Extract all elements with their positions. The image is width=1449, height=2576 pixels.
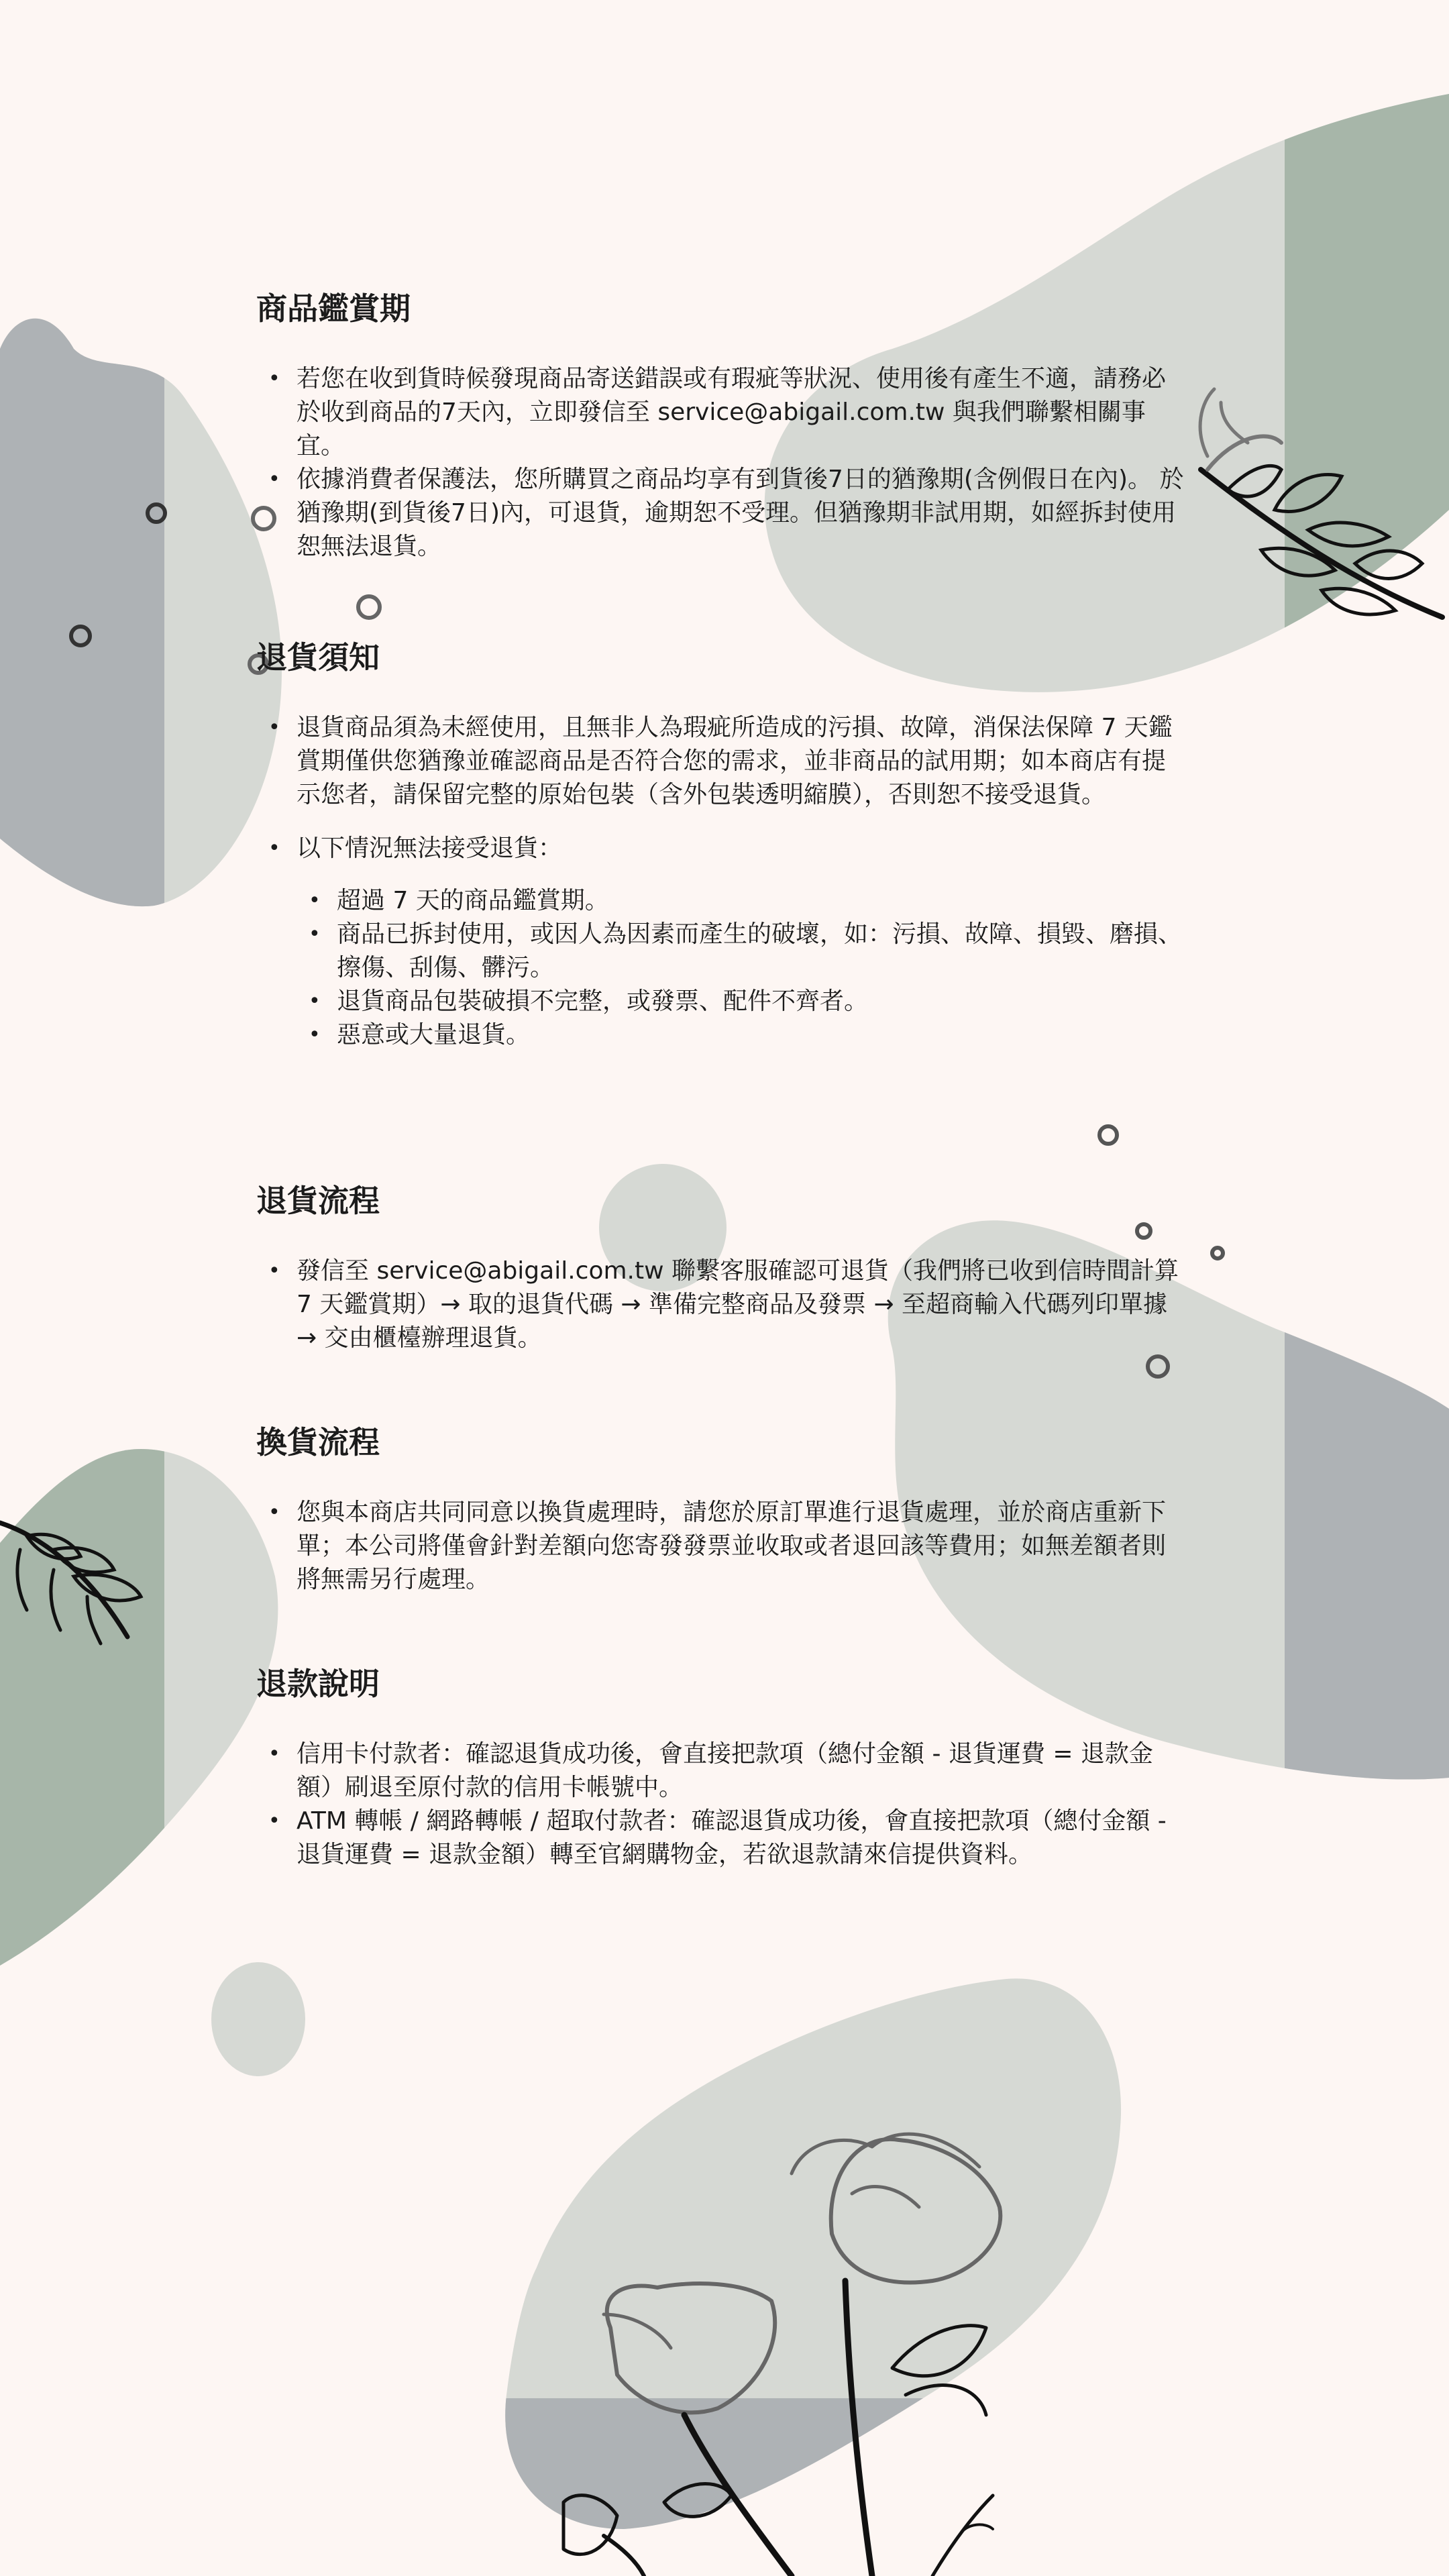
list-item: • 信用卡付款者：確認退貨成功後，會直接把款項（總付金額 - 退貨運費 = 退款金額）刷退至原付款的信用卡帳號中。: [256, 1737, 1189, 1805]
section-title-refund: 退款說明: [256, 1666, 380, 1702]
bottom-blob: [470, 1978, 1208, 2576]
left-bottom-blob: [0, 1409, 278, 2012]
section-title-return-process: 退貨流程: [256, 1183, 380, 1219]
section-appreciation-period: [256, 288, 1189, 564]
list-item: • 發信至 service@abigail.com.tw 聯繫客服確認可退貨（我們將已收到信時間計算 7 天鑑賞期）→ 取的退貨代碼 → 準備完整商品及發票 → 至超商輸入代碼列印單據 → 交由櫃檯辦理退貨。: [256, 1254, 1189, 1355]
non-returnable-list: [256, 884, 1189, 1052]
list-item: • 若您在收到貨時候發現商品寄送錯誤或有瑕疵等狀況、使用後有產生不適，請務必於收到商品的7天內，立即發信至 service@abigail.com.tw 與我們聯繫相關事宜。: [256, 362, 1189, 463]
sub-list-item: • 超過 7 天的商品鑑賞期。: [297, 884, 1189, 918]
section-title-appreciation-period: 商品鑑賞期: [256, 290, 411, 327]
section-title-return-notice: 退貨須知: [256, 639, 380, 676]
list-item: • 退貨商品須為未經使用，且無非人為瑕疵所造成的污損、故障，消保法保障 7 天鑑賞期僅供您猶豫並確認商品是否符合您的需求，並非商品的試用期；如本商店有提示您者，請保留完整的原始包裝（含外包裝透明縮膜），否則恕不接受退貨。: [256, 711, 1189, 812]
small-oval-blob: [211, 1962, 305, 2076]
list-item: • 依據消費者保護法，您所購買之商品均享有到貨後7日的猶豫期(含例假日在內)。 於猶豫期(到貨後7日)內，可退貨，逾期恕不受理。但猶豫期非試用期，如經拆封使用恕無法退貨。: [256, 463, 1189, 564]
section-return-process: [256, 1181, 1189, 1355]
section-exchange-process: [256, 1422, 1189, 1597]
list-item: • ATM 轉帳 / 網路轉帳 / 超取付款者：確認退貨成功後，會直接把款項（總付金額 - 退貨運費 = 退款金額）轉至官網購物金，若欲退款請來信提供資料。: [256, 1805, 1189, 1872]
sub-list-item: • 退貨商品包裝破損不完整，或發票、配件不齊者。: [297, 985, 1189, 1018]
sub-list-item: • 商品已拆封使用，或因人為因素而產生的破壞，如：污損、故障、損毀、磨損、擦傷、刮傷、髒污。: [297, 918, 1189, 985]
sub-list-item: • 惡意或大量退貨。: [297, 1018, 1189, 1052]
list-item: • 您與本商店共同同意以換貨處理時，請您於原訂單進行退貨處理，並於商店重新下單；本公司將僅會針對差額向您寄發發票並收取或者退回該等費用；如無差額者則將無需另行處理。: [256, 1496, 1189, 1597]
section-return-notice: [256, 637, 1189, 1052]
section-title-exchange-process: 換貨流程: [256, 1424, 380, 1460]
section-refund: [256, 1664, 1189, 1872]
left-top-blob: [0, 268, 282, 939]
list-item: • 以下情況無法接受退貨：: [256, 832, 1189, 865]
